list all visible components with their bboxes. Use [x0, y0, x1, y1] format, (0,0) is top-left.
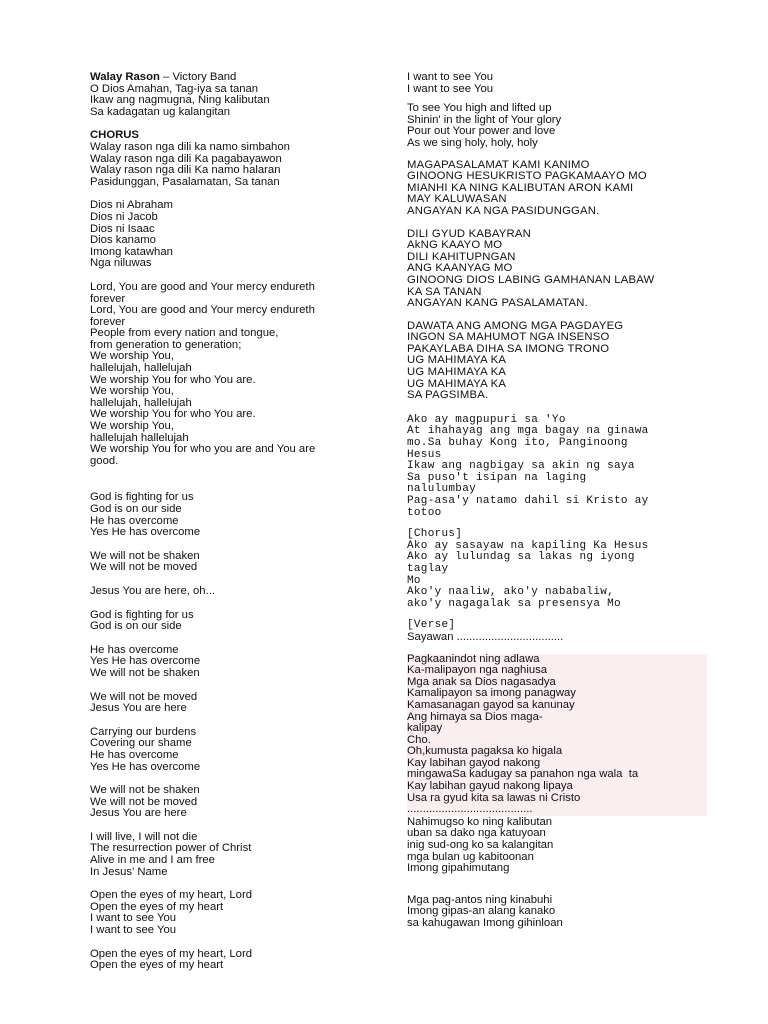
dili-block	[407, 229, 707, 310]
lyric-line: Jesus You are here	[90, 702, 187, 715]
sayawan-line: Sayawan ..................................	[407, 630, 564, 643]
lyric-line: hallelujah, hallelujah	[90, 396, 192, 409]
lyric-line: mingawaSa kadugay sa panahon nga wala ta	[407, 769, 707, 781]
lyric-line: Ikaw ang nagbigay sa akin ng saya	[407, 460, 635, 473]
chorus-block	[90, 130, 360, 188]
lyric-line: Mo	[407, 574, 421, 587]
fighting-block-2	[90, 610, 360, 633]
lyric-line: Nahimugso ko ning kalibutan	[407, 815, 553, 828]
lyric-line: We worship You,	[90, 350, 174, 363]
lyric-line: Kamalipayon sa imong panagway	[407, 688, 707, 700]
lyric-line: Open the eyes of my heart, Lord	[90, 889, 253, 902]
lyric-line: GINOONG DIOS LABING GAMHANAN LABAW	[407, 273, 655, 286]
magpasalamat-block	[407, 160, 707, 218]
lyric-line: Lord, You are good and Your mercy endureth	[90, 304, 315, 317]
lyric-line: God is fighting for us	[90, 491, 194, 504]
lyric-line: We worship You,	[90, 420, 174, 433]
lyric-line: I want to see You	[407, 71, 494, 83]
lyric-line: We will not be shaken	[90, 666, 200, 679]
lyric-line: At ihahayag ang mga bagay na ginawa	[407, 425, 649, 438]
lyric-line: He has overcome	[90, 643, 179, 656]
lyric-line: Ka-malipayon nga naghiusa	[407, 665, 707, 677]
lyric-line: forever	[90, 292, 126, 305]
lyric-line: uban sa dako nga katuyoan	[407, 827, 546, 840]
lyric-line: Sa puso't isipan na laging	[407, 471, 587, 484]
lyric-line: I want to see You	[90, 912, 177, 925]
lyric-line: Usa ra gyud kita sa lawas ni Cristo	[407, 793, 707, 805]
lyric-line: totoo	[407, 506, 442, 519]
shaken-block-2	[90, 785, 360, 820]
lyric-line: nalulumbay	[407, 483, 477, 496]
lyric-line: DILI GYUD KABAYRAN	[407, 227, 531, 240]
lyric-line: O Dios Amahan, Tag-iya sa tanan	[90, 82, 259, 95]
lyric-line: UG MAHIMAYA KA	[407, 377, 507, 390]
lyric-line: Walay rason nga dili ka namo simbahon	[90, 140, 290, 153]
lyric-line: Imong gipahimutang	[407, 862, 510, 875]
carrying-block	[90, 727, 360, 773]
lyric-line: MAY KALUWASAN	[407, 193, 507, 206]
lyric-line: UG MAHIMAYA KA	[407, 354, 507, 367]
lyric-line: Pasidunggan, Pasalamatan, Sa tanan	[90, 175, 280, 188]
lyric-line: God is fighting for us	[90, 608, 194, 621]
lyric-line: Yes He has overcome	[90, 526, 201, 539]
lyric-line: Hesus	[407, 448, 442, 461]
lyric-line: good.	[90, 454, 119, 467]
lyric-line: DILI KAHITUPNGAN	[407, 250, 516, 263]
lyric-line: We worship You for who You are.	[90, 373, 256, 386]
lyric-line: Dios ni Abraham	[90, 199, 173, 212]
lyric-line: People from every nation and tongue,	[90, 327, 279, 340]
lyric-line: Sa kadagatan ug kalangitan	[90, 105, 231, 118]
lyric-line: Carrying our burdens	[90, 725, 197, 738]
lyric-line: forever	[90, 315, 126, 328]
pagkaanindot-block	[407, 654, 707, 816]
lyric-line: We worship You,	[90, 385, 174, 398]
lyric-line: Dios ni Isaac	[90, 222, 155, 235]
lyric-line: We worship You for who You are.	[90, 408, 256, 421]
lyric-line: I want to see You	[90, 924, 177, 937]
lyric-line: ANGAYAN KANG PASALAMATAN.	[407, 297, 588, 310]
lyric-line: Kay labihan gayod nakong	[407, 758, 707, 770]
lyric-line: Shinin' in the light of Your glory	[407, 113, 562, 126]
lyric-line: Alive in me and I am free	[90, 854, 215, 867]
lyric-line: He has overcome	[90, 748, 179, 761]
section-label: [Verse]	[407, 619, 456, 632]
lyric-line: Nga niluwas	[90, 257, 152, 270]
lyric-line: from generation to generation;	[90, 338, 242, 351]
lyric-line: KA SA TANAN	[407, 285, 482, 298]
lyric-line: ANGAYAN KA NGA PASIDUNGGAN.	[407, 204, 600, 217]
lyric-line: Kay labihan gayud nakong lipaya	[407, 781, 707, 793]
lyric-line: Lord, You are good and Your mercy endureth	[90, 280, 315, 293]
nahimugso-block	[407, 817, 707, 875]
lyric-line: DAWATA ANG AMONG MGA PAGDAYEG	[407, 319, 624, 332]
lyric-line: AkNG KAAYO MO	[407, 239, 503, 252]
want-see-block	[407, 72, 707, 95]
lyric-line: I want to see You	[407, 82, 494, 95]
lyric-line: Ako ay magpupuri sa 'Yo	[407, 413, 566, 426]
lyric-line: mo.Sa buhay Kong ito, Panginoong	[407, 437, 628, 450]
section-label: [Chorus]	[407, 528, 463, 541]
lyric-line: Dios ni Jacob	[90, 210, 158, 223]
chorus-label: CHORUS	[90, 129, 139, 142]
verse-label-block	[407, 620, 707, 643]
lyric-line: MIANHI KA NING KALIBUTAN ARON KAMI	[407, 181, 634, 194]
jesus-here-block	[90, 586, 360, 598]
lyric-line: Ako ay sasayaw na kapiling Ka Hesus	[407, 539, 649, 552]
lyric-line: Mga anak sa Dios nagasadya	[407, 677, 707, 689]
lyric-line: Covering our shame	[90, 737, 192, 750]
lyric-line: Open the eyes of my heart, Lord	[90, 947, 253, 960]
lyric-line: In Jesus' Name	[90, 865, 168, 878]
lyric-line: Jesus You are here, oh...	[90, 584, 215, 597]
dawata-block	[407, 321, 707, 402]
left-column	[90, 72, 360, 972]
lyric-line: hallelujah, hallelujah	[90, 362, 192, 375]
lyric-line: We will not be moved	[90, 795, 198, 808]
lyric-line: hallelujah hallelujah	[90, 431, 189, 444]
lyric-line: UG MAHIMAYA KA	[407, 366, 507, 379]
lyric-line: Pour out Your power and love	[407, 125, 556, 138]
lyric-line: Open the eyes of my heart	[90, 959, 224, 972]
tagalog-verse-block	[407, 415, 707, 519]
lyric-line: Open the eyes of my heart	[90, 900, 224, 913]
fighting-block	[90, 492, 360, 538]
lyric-line: INGON SA MAHUMOT NGA INSENSO	[407, 331, 610, 344]
pagantos-block	[407, 895, 707, 930]
live-block	[90, 832, 360, 878]
lyric-line: We will not be moved	[90, 561, 198, 574]
lyric-line: God is on our side	[90, 503, 182, 515]
high-lifted-block	[407, 103, 707, 149]
song-artist: – Victory Band	[159, 71, 237, 83]
dios-block	[90, 200, 360, 270]
lyric-line: sa kahugawan Imong gihinloan	[407, 917, 563, 929]
lyric-line: I will live, I will not die	[90, 830, 198, 843]
lord-good-block	[90, 282, 360, 468]
lyric-line: God is on our side	[90, 620, 182, 633]
lyric-line: Kamasanagan gayod sa kanunay	[407, 700, 707, 712]
lyric-line: Ang himaya sa Dios maga-	[407, 712, 707, 724]
lyric-line: As we sing holy, holy, holy	[407, 136, 538, 149]
lyric-line: GINOONG HESUKRISTO PAGKAMAAYO MO	[407, 170, 647, 183]
lyric-line: Dios kanamo	[90, 234, 156, 247]
lyric-line: kalipay	[407, 723, 707, 735]
lyric-line: mga bulan ug kabitoonan	[407, 850, 534, 863]
song-title-block	[90, 72, 360, 118]
lyric-line: Ako ay lulundag sa lakas ng iyong	[407, 551, 635, 564]
right-column	[407, 72, 707, 930]
lyric-line: The resurrection power of Christ	[90, 842, 252, 855]
lyric-line: Ikaw ang nagmugna, Ning kalibutan	[90, 94, 270, 107]
song-title: Walay Rason	[90, 71, 160, 83]
lyric-line: Walay rason nga dili Ka namo halaran	[90, 164, 281, 177]
lyric-line: Imong gipas-an alang kanako	[407, 905, 556, 918]
lyric-line: Pag-asa'y natamo dahil si Kristo ay	[407, 495, 649, 507]
lyric-line: Ako'y naaliw, ako'y nababaliw,	[407, 586, 615, 599]
shaken-block	[90, 551, 360, 574]
lyric-line: We will not be shaken	[90, 784, 200, 797]
lyric-line: Oh,kumusta pagaksa ko higala	[407, 746, 707, 758]
lyric-line: PAKAYLABA DIHA SA IMONG TRONO	[407, 342, 610, 355]
lyric-line: Mga pag-antos ning kinabuhi	[407, 893, 553, 906]
lyric-line: Jesus You are here	[90, 807, 187, 820]
overcome-block	[90, 645, 360, 680]
lyric-line: Imong katawhan	[90, 245, 173, 258]
lyric-line: Walay rason nga dili Ka pagabayawon	[90, 152, 282, 165]
lyric-line: MAGAPASALAMAT KAMI KANIMO	[407, 158, 590, 171]
lyric-line: Pagkaanindot ning adlawa	[407, 654, 707, 666]
lyric-line: ako'y nagagalak sa presensya Mo	[407, 597, 621, 610]
lyric-line: We worship You for who you are and You are	[90, 443, 316, 456]
lyric-line: He has overcome	[90, 514, 179, 527]
lyric-line: We will not be moved	[90, 690, 198, 703]
open-eyes-block-2	[90, 949, 360, 972]
moved-block	[90, 692, 360, 715]
open-eyes-block	[90, 890, 360, 936]
lyric-line: ANG KAANYAG MO	[407, 262, 513, 275]
tagalog-chorus-block	[407, 529, 707, 610]
lyric-line: Yes He has overcome	[90, 655, 201, 668]
lyric-line: SA PAGSIMBA.	[407, 389, 489, 402]
lyric-line: To see You high and lifted up	[407, 102, 552, 115]
lyric-line: inig sud-ong ko sa kalangitan	[407, 839, 554, 852]
lyric-line: taglay	[407, 562, 449, 575]
lyric-line: Yes He has overcome	[90, 760, 201, 773]
dotted-line: ........................................	[407, 804, 707, 816]
lyric-line: Cho.	[407, 735, 707, 747]
lyric-line: We will not be shaken	[90, 549, 200, 562]
